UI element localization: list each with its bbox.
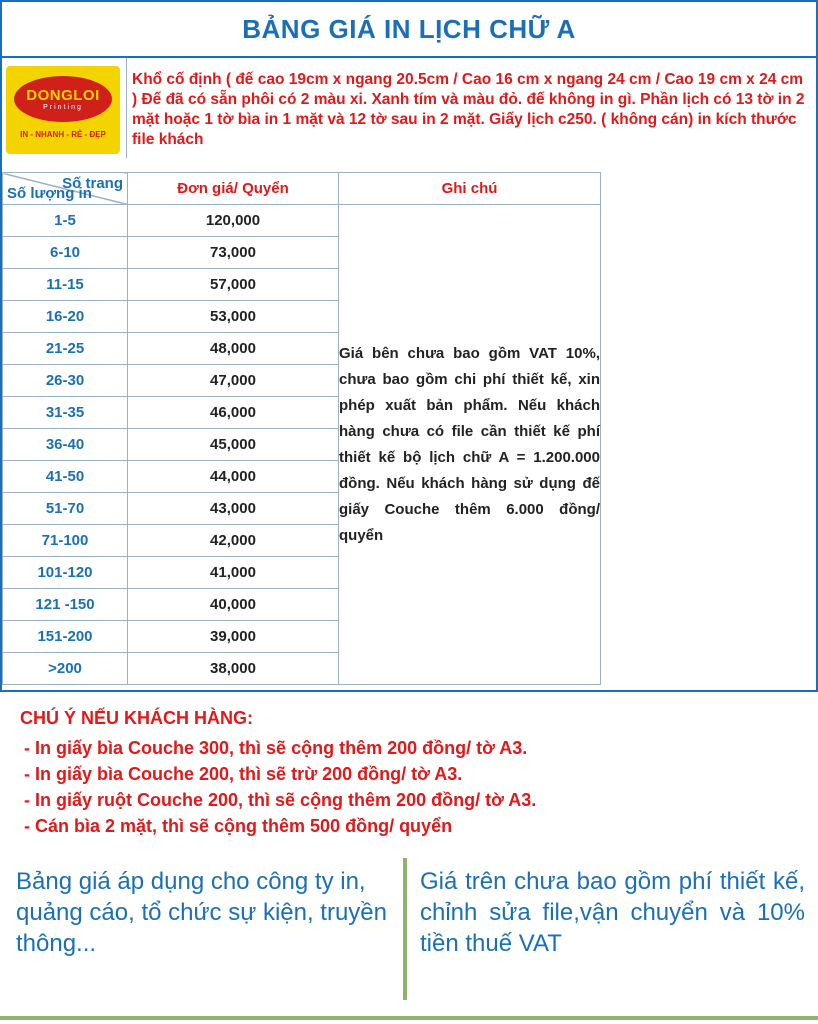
customer-notes: [20, 708, 800, 839]
price-cell: 73,000: [128, 237, 339, 269]
price-cell: 53,000: [128, 301, 339, 333]
quantity-cell: 16-20: [3, 301, 128, 333]
excludes-text: Giá trên chưa bao gồm phí thiết kế, chỉnh sửa file,vận chuyển và 10% tiền thuế VAT: [420, 868, 805, 957]
table-row: [3, 205, 601, 237]
dongloi-logo: [6, 66, 120, 154]
quantity-cell: 51-70: [3, 493, 128, 525]
product-description: Khổ cố định ( đế cao 19cm x ngang 20.5cm / Cao 16 cm x ngang 24 cm / Cao 19 cm x 24 cm ) Đế đã có sẵn phôi có 2 màu xi. Xanh tím và màu đỏ. đế không in gì. Phần lịch có 13 tờ in 2 mặt hoặc 1 tờ bìa in 1 mặt và 12 tờ sau in 2 mặt. Giấy lịch c250. ( không cán) in kích thước file khách: [132, 71, 805, 148]
quantity-cell: 71-100: [3, 525, 128, 557]
quantity-cell: 121 -150: [3, 589, 128, 621]
quantity-cell: 151-200: [3, 621, 128, 653]
note-item: - In giấy ruột Couche 200, thì sẽ cộng thêm 200 đồng/ tờ A3.: [24, 790, 537, 810]
header-unit-price: Đơn giá/ Quyển: [128, 173, 339, 205]
note-cell: [339, 205, 601, 685]
logo-subtitle: Printing: [43, 104, 83, 111]
price-cell: 38,000: [128, 653, 339, 685]
quantity-cell: >200: [3, 653, 128, 685]
table-header-row: [3, 173, 601, 205]
price-cell: 44,000: [128, 461, 339, 493]
price-cell: 48,000: [128, 333, 339, 365]
quantity-cell: 21-25: [3, 333, 128, 365]
logo-oval: [14, 76, 112, 122]
price-cell: 47,000: [128, 365, 339, 397]
quantity-cell: 31-35: [3, 397, 128, 429]
note-item: - In giấy bìa Couche 200, thì sẽ trừ 200 đồng/ tờ A3.: [24, 764, 463, 784]
diagonal-header-cell: [3, 173, 128, 205]
header-note: Ghi chú: [339, 173, 601, 205]
note-text: Giá bên chưa bao gồm VAT 10%, chưa bao gồm chi phí thiết kế, xin phép xuất bản phẩm. Nếu khách hàng chưa có file cần thiết kế phí thiết kế bộ lịch chữ A = 1.200.000 đồng. Nếu khách hàng sử dụng đế giấy Couche thêm 6.000 đồng/ quyển: [339, 344, 600, 544]
logo-slogan: IN - NHANH - RẺ - ĐẸP: [20, 130, 106, 139]
price-cell: 40,000: [128, 589, 339, 621]
price-cell: 57,000: [128, 269, 339, 301]
logo-box: [2, 58, 127, 158]
price-cell: 43,000: [128, 493, 339, 525]
notes-title: CHÚ Ý NẾU KHÁCH HÀNG:: [20, 708, 253, 728]
title-bar: [2, 2, 816, 58]
quantity-cell: 1-5: [3, 205, 128, 237]
page-title: BẢNG GIÁ IN LỊCH CHỮ A: [242, 13, 576, 44]
header-pages: Số trang: [62, 175, 123, 192]
price-cell: 45,000: [128, 429, 339, 461]
quantity-cell: 11-15: [3, 269, 128, 301]
vertical-divider: [403, 858, 407, 1000]
applies-to-text: Bảng giá áp dụng cho công ty in, quảng cáo, tổ chức sự kiện, truyền thông...: [16, 868, 388, 957]
quantity-cell: 6-10: [3, 237, 128, 269]
price-cell: 46,000: [128, 397, 339, 429]
header-quantity: Số lượng in: [7, 185, 92, 202]
price-cell: 120,000: [128, 205, 339, 237]
price-cell: 39,000: [128, 621, 339, 653]
quantity-cell: 36-40: [3, 429, 128, 461]
price-cell: 41,000: [128, 557, 339, 589]
price-table: [2, 172, 601, 685]
note-item: - In giấy bìa Couche 300, thì sẽ cộng thêm 200 đồng/ tờ A3.: [24, 738, 528, 758]
quantity-cell: 41-50: [3, 461, 128, 493]
note-item: - Cán bìa 2 mặt, thì sẽ cộng thêm 500 đồng/ quyển: [24, 816, 453, 836]
quantity-cell: 26-30: [3, 365, 128, 397]
price-cell: 42,000: [128, 525, 339, 557]
logo-name: DONGLOI: [26, 87, 100, 104]
quantity-cell: 101-120: [3, 557, 128, 589]
bottom-divider: [0, 1016, 818, 1020]
